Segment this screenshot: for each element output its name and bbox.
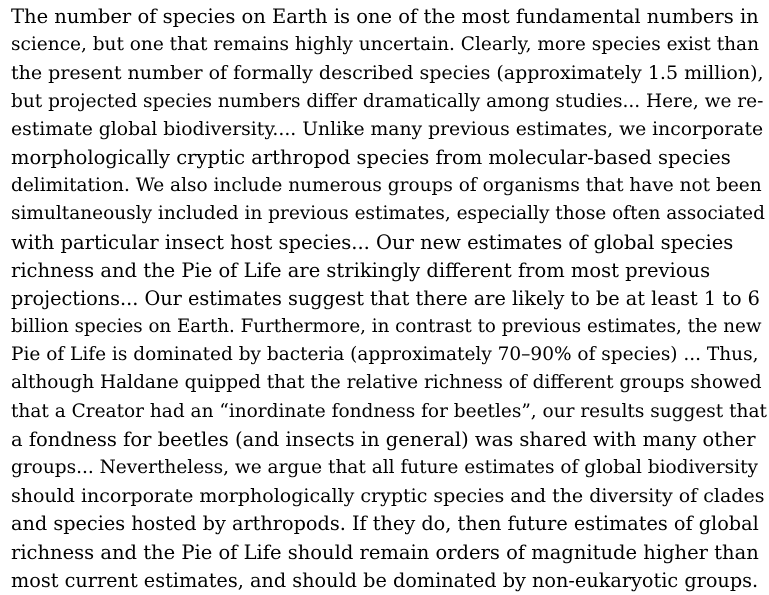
text-line: projections... Our estimates suggest that there are likely to be at least 1 to 6: [11, 286, 760, 310]
text-line: with particular insect host species... Our new estimates of global species: [11, 230, 734, 254]
text-line: most current estimates, and should be dominated by non-eukaryotic groups.: [11, 568, 759, 592]
text-line: Pie of Life is dominated by bacteria (approximately 70–90% of species) ... Thus,: [11, 344, 759, 366]
text-line: science, but one that remains highly uncertain. Clearly, more species exist than: [11, 34, 760, 56]
abstract-text-block: [11, 3, 767, 595]
text-line: groups... Nevertheless, we argue that all future estimates of global biodiversity: [11, 457, 758, 478]
text-line: estimate global biodiversity.... Unlike many previous estimates, we incorporate: [11, 118, 764, 140]
text-line: although Haldane quipped that the relative richness of different groups showed: [11, 372, 762, 394]
text-line: should incorporate morphologically cryptic species and the diversity of clades: [11, 485, 765, 508]
text-line: and species hosted by arthropods. If they do, then future estimates of global: [11, 512, 759, 536]
text-line: morphologically cryptic arthropod species from molecular-based species: [11, 145, 731, 169]
text-line: richness and the Pie of Life should remain orders of magnitude higher than: [11, 540, 759, 564]
text-line: that a Creator had an “inordinate fondness for beetles”, our results suggest that: [11, 400, 767, 422]
text-line: simultaneously included in previous estimates, especially those often associated: [11, 203, 765, 225]
text-line: the present number of formally described species (approximately 1.5 million),: [11, 62, 764, 85]
text-line: a fondness for beetles (and insects in general) was shared with many other: [11, 427, 756, 451]
text-line: richness and the Pie of Life are strikingly different from most previous: [11, 258, 711, 282]
text-line: billion species on Earth. Furthermore, in contrast to previous estimates, the new: [11, 316, 762, 338]
text-line: but projected species numbers differ dramatically among studies... Here, we re-: [11, 90, 764, 112]
text-line: The number of species on Earth is one of the most fundamental numbers in: [11, 5, 759, 28]
text-line: delimitation. We also include numerous groups of organisms that have not been: [11, 175, 762, 197]
